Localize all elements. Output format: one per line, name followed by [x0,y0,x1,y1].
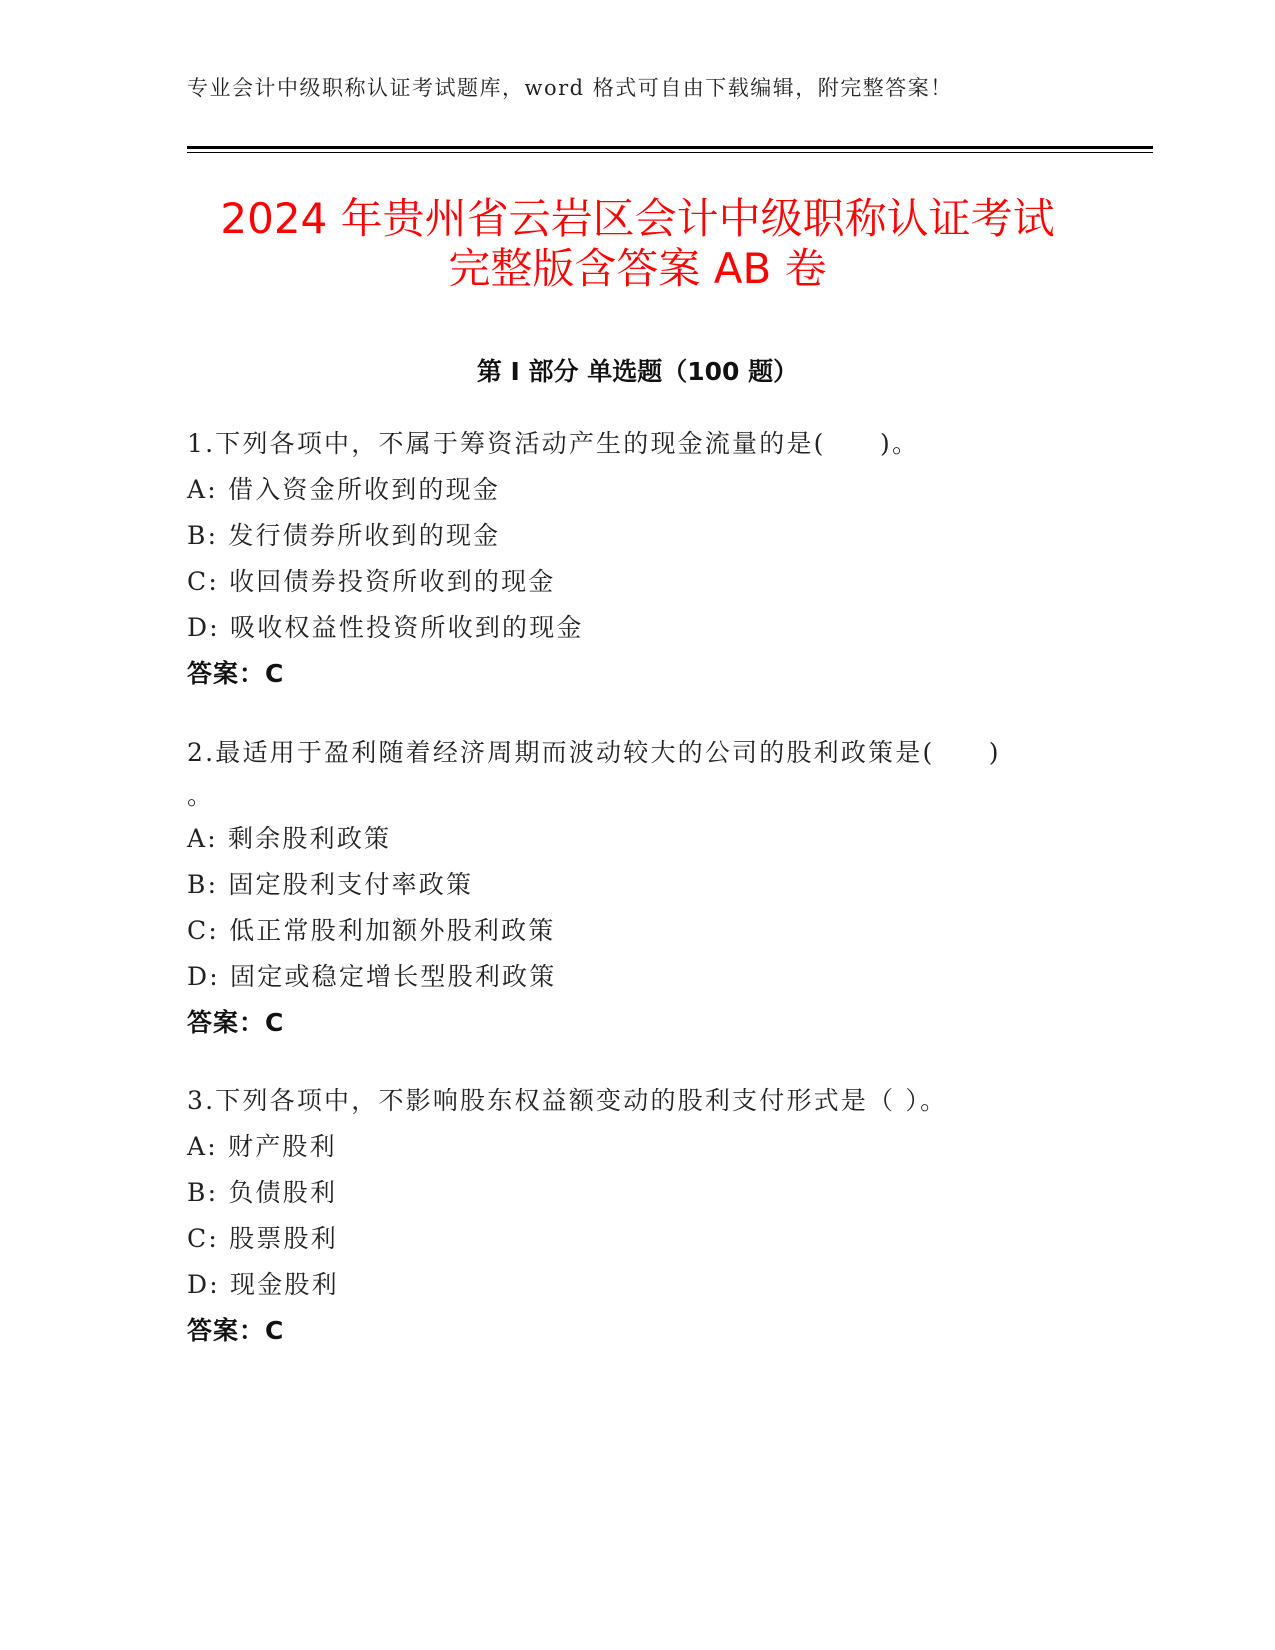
option-c: C: 收回债券投资所收到的现金 [187,567,556,596]
answer: 答案：C [187,1316,285,1345]
document-title [0,194,1275,294]
header-note: 专业会计中级职称认证考试题库，word 格式可自由下载编辑，附完整答案！ [187,76,953,100]
answer: 答案：C [187,659,285,688]
option-d: D: 固定或稳定增长型股利政策 [187,962,557,991]
option-c: C: 低正常股利加额外股利政策 [187,916,556,945]
answer: 答案：C [187,1008,285,1037]
option-a: A: 剩余股利政策 [187,824,392,853]
title-line-2: 完整版含答案 AB 卷 [448,244,827,293]
question-stem: 1.下列各项中，不属于筹资活动产生的现金流量的是( )。 [187,429,920,458]
question-1 [187,421,1087,697]
option-b: B: 固定股利支付率政策 [187,870,474,899]
option-b: B: 负债股利 [187,1178,338,1207]
question-stem: 2.最适用于盈利随着经济周期而波动较大的公司的股利政策是( ) [187,738,1001,767]
question-stem-continuation: 。 [187,781,215,810]
question-2 [187,730,1087,1046]
header-rule-thick [187,146,1153,149]
question-stem: 3.下列各项中，不影响股东权益额变动的股利支付形式是（ ）。 [187,1086,948,1115]
option-b: B: 发行债券所收到的现金 [187,521,501,550]
option-a: A: 借入资金所收到的现金 [187,475,501,504]
option-c: C: 股票股利 [187,1224,338,1253]
title-line-1: 2024 年贵州省云岩区会计中级职称认证考试 [220,194,1055,243]
question-3 [187,1078,1087,1354]
option-d: D: 现金股利 [187,1270,339,1299]
header-rule-thin [187,152,1153,153]
option-d: D: 吸收权益性投资所收到的现金 [187,613,584,642]
option-a: A: 财产股利 [187,1132,337,1161]
section-title: 第 I 部分 单选题（100 题） [476,357,799,386]
